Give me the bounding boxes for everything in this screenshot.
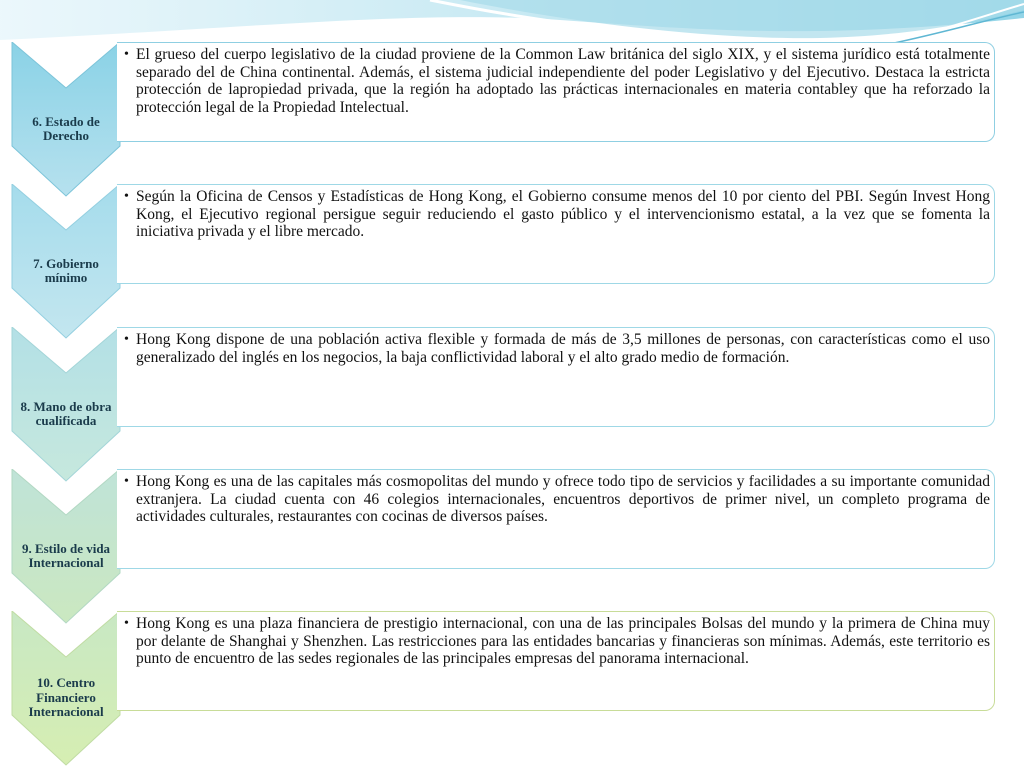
chevron-shape [10,184,122,340]
bullet-text: • Hong Kong es una de las capitales más cosmopolitas del mundo y ofrece todo tipo de servicios y facilidades a su importante comunidad extranjera. La ciudad cuenta con 46 colegios internacionales, encuentros deportivos de primer nivel, un completo programa de actividades culturales, restaurantes con cocinas de diversos países. [135,473,990,526]
bullet-text: • El grueso del cuerpo legislativo de la ciudad proviene de la Common Law británica del siglo XIX, y el sistema jurídico está totalmente separado del de China continental. Además, el sistema judicial independiente del poder Legislativo y del Ejecutivo. Destaca la estricta protección de lapropiedad privada, que la región ha adoptado las prácticas internacionales en materia contabley que ha reforzado la protección legal de la Propiedad Intelectual. [135,46,990,116]
chevron-shape [10,327,122,483]
content-box [117,611,995,711]
chevron-shape [10,611,122,767]
chevron-label: 7. Gobierno mínimo [33,255,99,285]
chevron-label: 6. Estado de Derecho [32,113,100,143]
content-box [117,469,995,569]
chevron-shape [10,42,122,198]
bullet-text: • Hong Kong dispone de una población activa flexible y formada de más de 3,5 millones de personas, con características como el uso generalizado del inglés en los negocios, la baja conflictividad laboral y el alto grado medio de formación. [135,331,990,366]
bullet-text: • Hong Kong es una plaza financiera de prestigio internacional, con una de las principales Bolsas del mundo y la primera de China muy por delante de Shanghai y Shenzhen. Las restricciones para las entidades bancarias y financieras son mínimas. Además, este territorio es punto de encuentro de las sedes regionales de las principales empresas del panorama internacional. [135,615,990,668]
bullet-text: • Según la Oficina de Censos y Estadísticas de Hong Kong, el Gobierno consume menos del 10 por ciento del PBI. Según Invest Hong Kong, el Ejecutivo regional persigue seguir reduciendo el gasto público y el intervencionismo estatal, a la vez que se fomenta la iniciativa privada y el libre mercado. [135,188,990,241]
content-box [117,327,995,427]
chevron-label: 9. Estilo de vida Internacional [21,540,111,570]
chevron-shape [10,469,122,625]
chevron-label: 10. Centro Financiero Internacional [28,675,104,720]
content-box [117,184,995,284]
chevron-label: 8. Mano de obra cualificada [20,398,112,428]
content-box [117,42,995,142]
